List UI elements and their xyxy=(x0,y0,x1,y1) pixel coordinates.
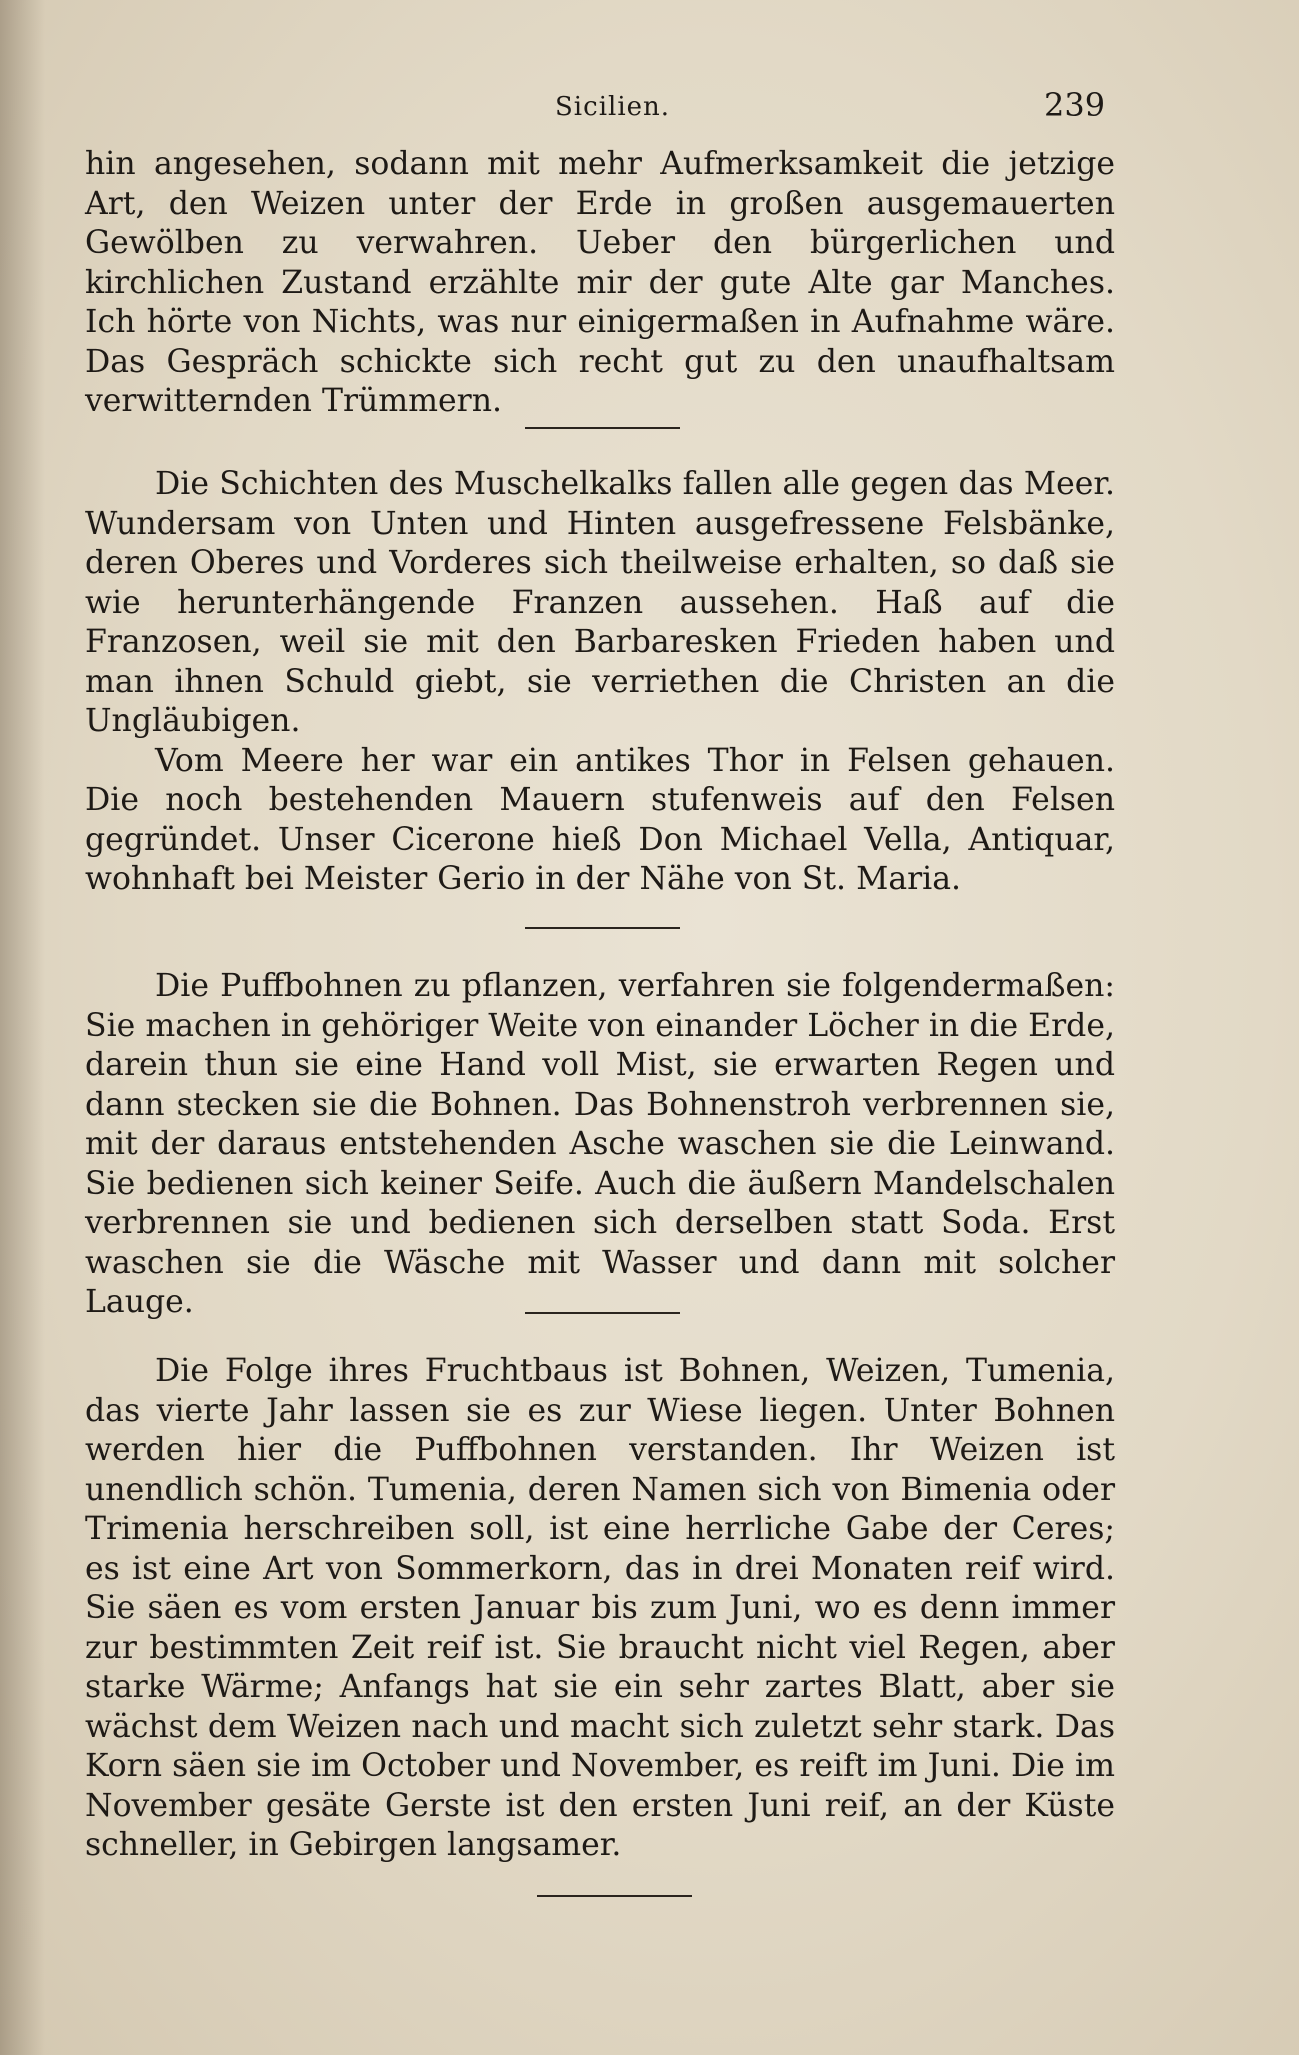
section-divider xyxy=(537,1895,692,1897)
running-head: Sicilien. xyxy=(555,92,671,122)
paragraph: Die Folge ihres Fruchtbaus ist Bohnen, Weizen, Tumenia, das vierte Jahr lassen sie es zur Wiese liegen. Unter Bohnen werden hier die Puffbohnen verstanden. Ihr Weizen ist unendlich schön. Tumenia, deren Namen sich von Bimenia oder Trimenia herschreiben soll, ist eine herrliche Gabe der Ceres; es ist eine Art von Sommerkorn, das in drei Monaten reif wird. Sie säen es vom ersten Januar bis zum Juni, wo es denn immer zur bestimmten Zeit reif ist. Sie braucht nicht viel Regen, aber starke Wärme; Anfangs hat sie ein sehr zartes Blatt, aber sie wächst dem Weizen nach und macht sich zuletzt sehr stark. Das Korn säen sie im October und November, es reift im Juni. Die im November gesäte Gerste ist den ersten Juni reif, an der Küste schneller, in Gebirgen langsamer. xyxy=(85,1353,1115,1863)
section-1 xyxy=(85,145,1115,422)
section-divider xyxy=(525,427,680,429)
page-header xyxy=(0,86,1299,138)
section-divider xyxy=(525,1312,680,1314)
section-divider xyxy=(525,927,680,929)
section-4 xyxy=(85,1352,1115,1866)
paragraph: hin angesehen, sodann mit mehr Aufmerksamkeit die jetzige Art, den Weizen unter der Erde in großen ausgemauerten Gewölben zu verwahren. Ueber den bürgerlichen und kirchlichen Zustand erzählte mir der gute Alte gar Manches. Ich hörte von Nichts, was nur einigermaßen in Aufnahme wäre. Das Gespräch schickte sich recht gut zu den unaufhaltsam verwitternden Trümmern. xyxy=(85,146,1115,419)
paragraph: Die Schichten des Muschelkalks fallen alle gegen das Meer. Wundersam von Unten und Hinten ausgefressene Felsbänke, deren Oberes und Vorderes sich theilweise erhalten, so daß sie wie herunterhängende Franzen aussehen. Haß auf die Franzosen, weil sie mit den Barbaresken Frieden haben und man ihnen Schuld giebt, sie verriethen die Christen an die Ungläubigen. xyxy=(85,466,1115,739)
page-number: 239 xyxy=(1044,86,1106,124)
section-2 xyxy=(85,465,1115,900)
paragraph: Die Puffbohnen zu pflanzen, verfahren sie folgendermaßen: Sie machen in gehöriger Weite von einander Löcher in die Erde, darein thun sie eine Hand voll Mist, sie erwarten Regen und dann stecken sie die Bohnen. Das Bohnenstroh verbrennen sie, mit der daraus entstehenden Asche waschen sie die Leinwand. Sie bedienen sich keiner Seife. Auch die äußern Mandelschalen verbrennen sie und bedienen sich derselben statt Soda. Erst waschen sie die Wäsche mit Wasser und dann mit solcher Lauge. xyxy=(85,968,1115,1320)
paragraph: Vom Meere her war ein antikes Thor in Felsen gehauen. Die noch bestehenden Mauern stufenweis auf den Felsen gegründet. Unser Cicerone hieß Don Michael Vella, Antiquar, wohnhaft bei Meister Gerio in der Nähe von St. Maria. xyxy=(85,742,1115,897)
section-3 xyxy=(85,967,1115,1323)
